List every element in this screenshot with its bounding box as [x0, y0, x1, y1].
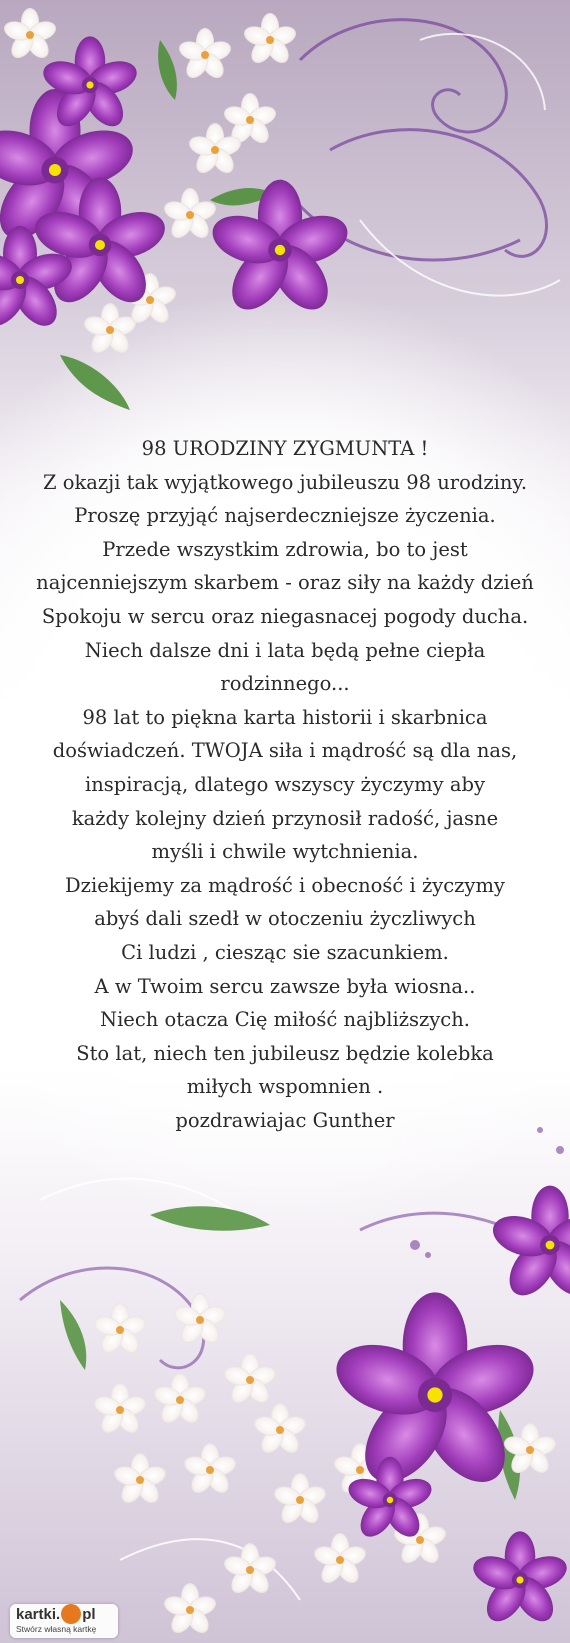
- message-line: Proszę przyjąć najserdeczniejsze życzenia.: [74, 504, 496, 528]
- message-line: Dziekijemy za mądrość i obecność i życzymy: [65, 873, 505, 897]
- message-line: 98 lat to piękna karta historii i skarbnica: [82, 705, 488, 729]
- message-line: Spokoju w sercu oraz niegasnacej pogody ducha.: [41, 604, 529, 628]
- brand-tagline: Stwórz własną kartkę: [16, 1624, 97, 1634]
- message-line: najcenniejszym skarbem - oraz siły na każdy dzień: [36, 571, 534, 595]
- greeting-message: [20, 432, 550, 1137]
- message-title: 98 URODZINY ZYGMUNTA !: [141, 437, 429, 460]
- message-line: Sto lat, niech ten jubileusz będzie kolebka: [76, 1041, 494, 1065]
- message-line: Przede wszystkim zdrowia, bo to jest: [102, 537, 468, 561]
- message-line: Ci ludzi , ciesząc sie szacunkiem.: [121, 940, 449, 964]
- message-line: Niech dalsze dni i lata będą pełne ciepła: [84, 638, 486, 662]
- message-line: rodzinnego...: [220, 672, 350, 696]
- brand-name-part1: kartki.: [16, 1606, 61, 1623]
- message-line: A w Twoim sercu zawsze była wiosna..: [94, 974, 476, 998]
- message-line: Z okazji tak wyjątkowego jubileuszu 98 urodziny.: [42, 470, 528, 494]
- message-line: abyś dali szedł w otoczeniu życzliwych: [94, 907, 476, 931]
- brand-name-part2: pl: [82, 1606, 96, 1623]
- brand-logo-icon: [61, 1604, 81, 1624]
- message-line: myśli i chwile wytchnienia.: [151, 840, 419, 864]
- brand-name: [16, 1606, 96, 1624]
- message-line: Niech otacza Cię miłość najbliższych.: [100, 1008, 470, 1032]
- message-signature: pozdrawiajac Gunther: [175, 1108, 395, 1132]
- message-line: doświadczeń. TWOJA siła i mądrość są dla nas,: [52, 739, 518, 763]
- message-line: każdy kolejny dzień przynosił radość, jasne: [71, 806, 499, 830]
- bottom-flowers: [92, 1186, 570, 1638]
- kartki-logo-link[interactable]: [10, 1604, 118, 1638]
- message-line: inspiracją, dlatego wszyscy życzymy aby: [84, 772, 486, 796]
- message-line: miłych wspomnien .: [186, 1075, 384, 1099]
